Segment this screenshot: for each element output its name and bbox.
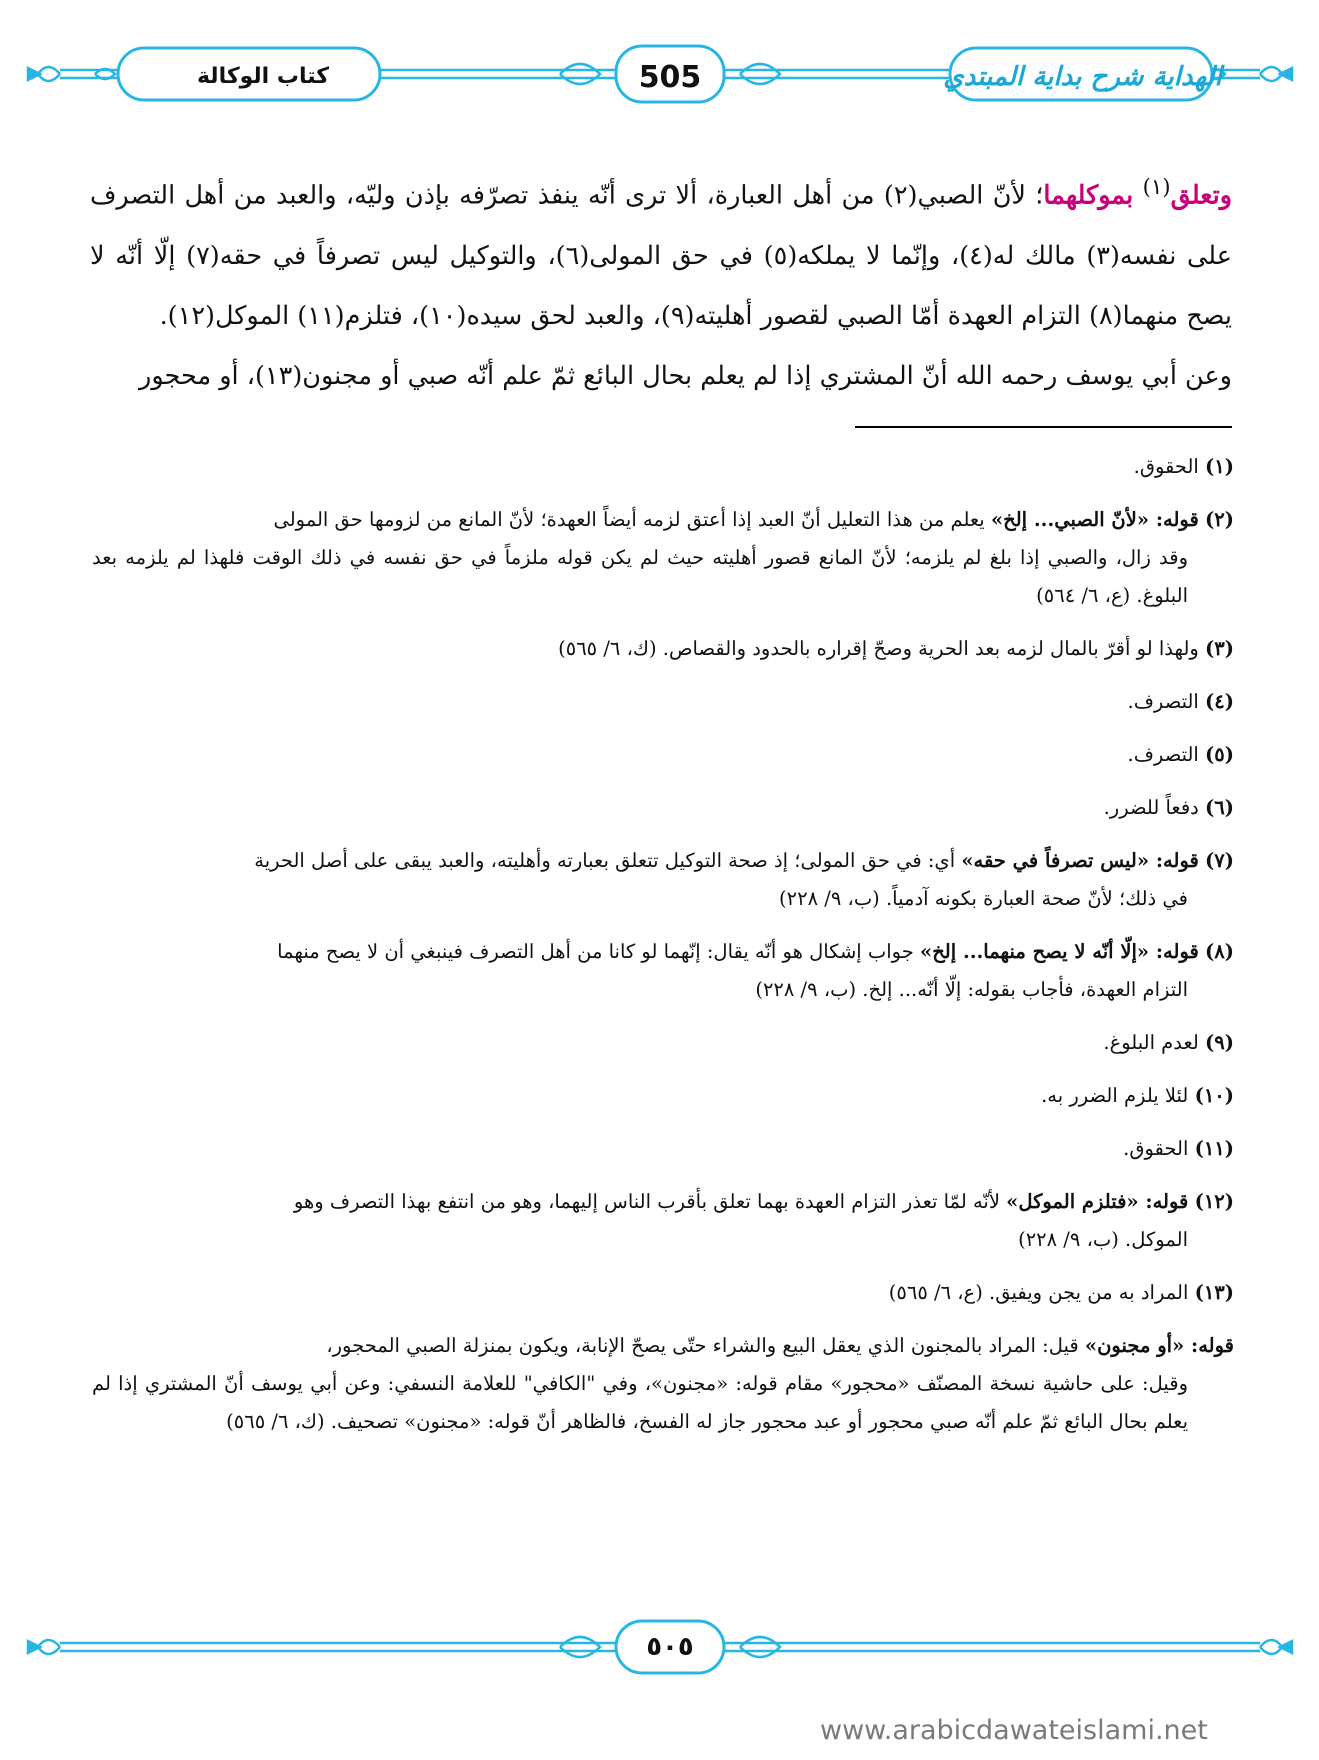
footnote-ref: (١) <box>1142 175 1171 200</box>
footnotes <box>92 448 1234 1456</box>
footnote-continuation: وقيل: على حاشية نسخة المصنّف «محجور» مقام قوله: «مجنون»، وفي "الكافي" للعلامة النسفي: وعن أبي يوسف أنّ المشتري إذا لم يعلم بحال البائع ثمّ علم أنّه صبي محجور أو عبد محجور جاز له الفسخ، فالظاهر أنّ قوله: «مجنون» تصحيف. (ك، ٦/ ٥٦٥) <box>92 1372 1188 1433</box>
footnote-item <box>92 842 1234 918</box>
footnote-text: أي: في حق المولى؛ إذ صحة التوكيل تتعلق بعبارته وأهليته، والعبد يبقى على أصل الحرية <box>254 849 962 872</box>
footnote-continuation: وقد زال، والصبي إذا بلغ لم يلزمه؛ لأنّ المانع قصور أهليته حيث لم يكن قوله ملزماً في حق نفسه في ذلك الوقت فلهذا لم يلزمه بعد البلوغ. (ع، ٦/ ٥٦٤) <box>92 546 1188 607</box>
footnote-item <box>92 933 1234 1009</box>
footnote-text: الحقوق. <box>1123 1137 1189 1160</box>
footnote-item <box>92 683 1234 721</box>
footnote-number: (١١) <box>1194 1137 1234 1160</box>
footnote-number: (١٠) <box>1194 1084 1234 1107</box>
footnote-number: (٢) <box>1205 508 1234 531</box>
footnote-number: (٧) <box>1205 849 1234 872</box>
footnote-lead: قوله: «فتلزم الموكل» <box>1006 1190 1189 1213</box>
footnote-lead: قوله: «أو مجنون» <box>1084 1334 1234 1357</box>
book-title: الهداية شرح بداية المبتدي <box>943 62 1222 92</box>
watermark-url: www.arabicdawateislami.net <box>820 1715 1208 1746</box>
footnote-text: يعلم من هذا التعليل أنّ العبد إذا أعتق لزمه أيضاً العهدة؛ لأنّ المانع من لزومها حق المولى <box>273 508 991 531</box>
main-paragraph <box>90 346 1232 406</box>
footnote-continuation: الموكل. (ب، ٩/ ٢٢٨) <box>1018 1228 1188 1251</box>
footnote-item <box>92 630 1234 668</box>
footnote-item <box>92 1024 1234 1062</box>
footnote-text: لعدم البلوغ. <box>1103 1031 1199 1054</box>
footnote-item <box>92 501 1234 615</box>
footnote-text: التصرف. <box>1127 690 1199 713</box>
chapter-title: كتاب الوكالة <box>196 64 330 89</box>
footnote-continuation: التزام العهدة، فأجاب بقوله: إلّا أنّه... إلخ. (ب، ٩/ ٢٢٨) <box>755 978 1188 1001</box>
footnote-continuation: في ذلك؛ لأنّ صحة العبارة بكونه آدمياً. (ب، ٩/ ٢٢٨) <box>779 887 1188 910</box>
footnote-text: لئلا يلزم الضرر به. <box>1041 1084 1189 1107</box>
footnote-text: قيل: المراد بالمجنون الذي يعقل البيع والشراء حتّى يصحّ الإنابة، ويكون بمنزلة الصبي المحجور، <box>326 1334 1085 1357</box>
footnote-item <box>92 736 1234 774</box>
footnote-item <box>92 448 1234 486</box>
main-paragraph <box>90 158 1232 346</box>
page-header <box>0 0 1319 120</box>
footnote-number: (٦) <box>1205 796 1234 819</box>
footnote-number: (٩) <box>1205 1031 1234 1054</box>
page-number: 505 <box>638 60 702 95</box>
footnote-text: ولهذا لو أقرّ بالمال لزمه بعد الحرية وصحّ إقراره بالحدود والقصاص. (ك، ٦/ ٥٦٥) <box>558 637 1199 660</box>
footnote-text: لأنّه لمّا تعذر التزام العهدة بهما تعلق بأقرب الناس إليهما، وهو من انتفع بهذا التصرف وهو <box>293 1190 1007 1213</box>
footnote-number: (١) <box>1205 455 1234 478</box>
footnote-item <box>92 789 1234 827</box>
footnote-item <box>92 1274 1234 1312</box>
footnote-text: المراد به من يجن ويفيق. (ع، ٦/ ٥٦٥) <box>888 1281 1189 1304</box>
footnote-item <box>92 1183 1234 1259</box>
footnote-text: دفعاً للضرر. <box>1103 796 1199 819</box>
keyword: بموكلهما <box>1043 180 1134 211</box>
footnote-text: التصرف. <box>1127 743 1199 766</box>
footnote-item <box>92 1327 1234 1441</box>
footnote-number: (١٣) <box>1194 1281 1234 1304</box>
keyword: وتعلق <box>1170 180 1233 211</box>
footnote-lead: قوله: «لأنّ الصبي... إلخ» <box>990 508 1199 531</box>
footnote-number: (٨) <box>1205 940 1234 963</box>
footnote-lead: قوله: «إلّا أنّه لا يصح منهما... إلخ» <box>920 940 1199 963</box>
main-paragraph-text: وعن أبي يوسف رحمه الله أنّ المشتري إذا لم يعلم بحال البائع ثمّ علم أنّه صبي أو مجنون(١٣)، أو محجور <box>139 360 1232 391</box>
footnote-item <box>92 1077 1234 1115</box>
main-paragraph-text: ؛ لأنّ الصبي(٢) من أهل العبارة، ألا ترى أنّه ينفذ تصرّفه بإذن وليّه، والعبد من أهل التصرف على نفسه(٣) مالك له(٤)، وإنّما لا يملكه(٥) في حق المولى(٦)، والتوكيل ليس تصرفاً في حقه(٧) إلّا أنّه لا يصح منهما(٨) التزام العهدة أمّا الصبي لقصور أهليته(٩)، والعبد لحق سيده(١٠)، فتلزم(١١) الموكل(١٢). <box>90 180 1232 331</box>
main-text <box>90 158 1232 406</box>
footnote-number: (٣) <box>1205 637 1234 660</box>
footnote-text: جواب إشكال هو أنّه يقال: إنّهما لو كانا من أهل التصرف فينبغي أن لا يصح منهما <box>277 940 921 963</box>
footnote-divider <box>855 426 1232 428</box>
footnote-lead: قوله: «ليس تصرفاً في حقه» <box>961 849 1199 872</box>
footer-page-number: ٥٠٥ <box>646 1632 694 1662</box>
footnote-item <box>92 1130 1234 1168</box>
footnote-number: (٥) <box>1205 743 1234 766</box>
footnote-number: (١٢) <box>1194 1190 1234 1213</box>
footnote-number: (٤) <box>1205 690 1234 713</box>
footnote-text: الحقوق. <box>1133 455 1199 478</box>
